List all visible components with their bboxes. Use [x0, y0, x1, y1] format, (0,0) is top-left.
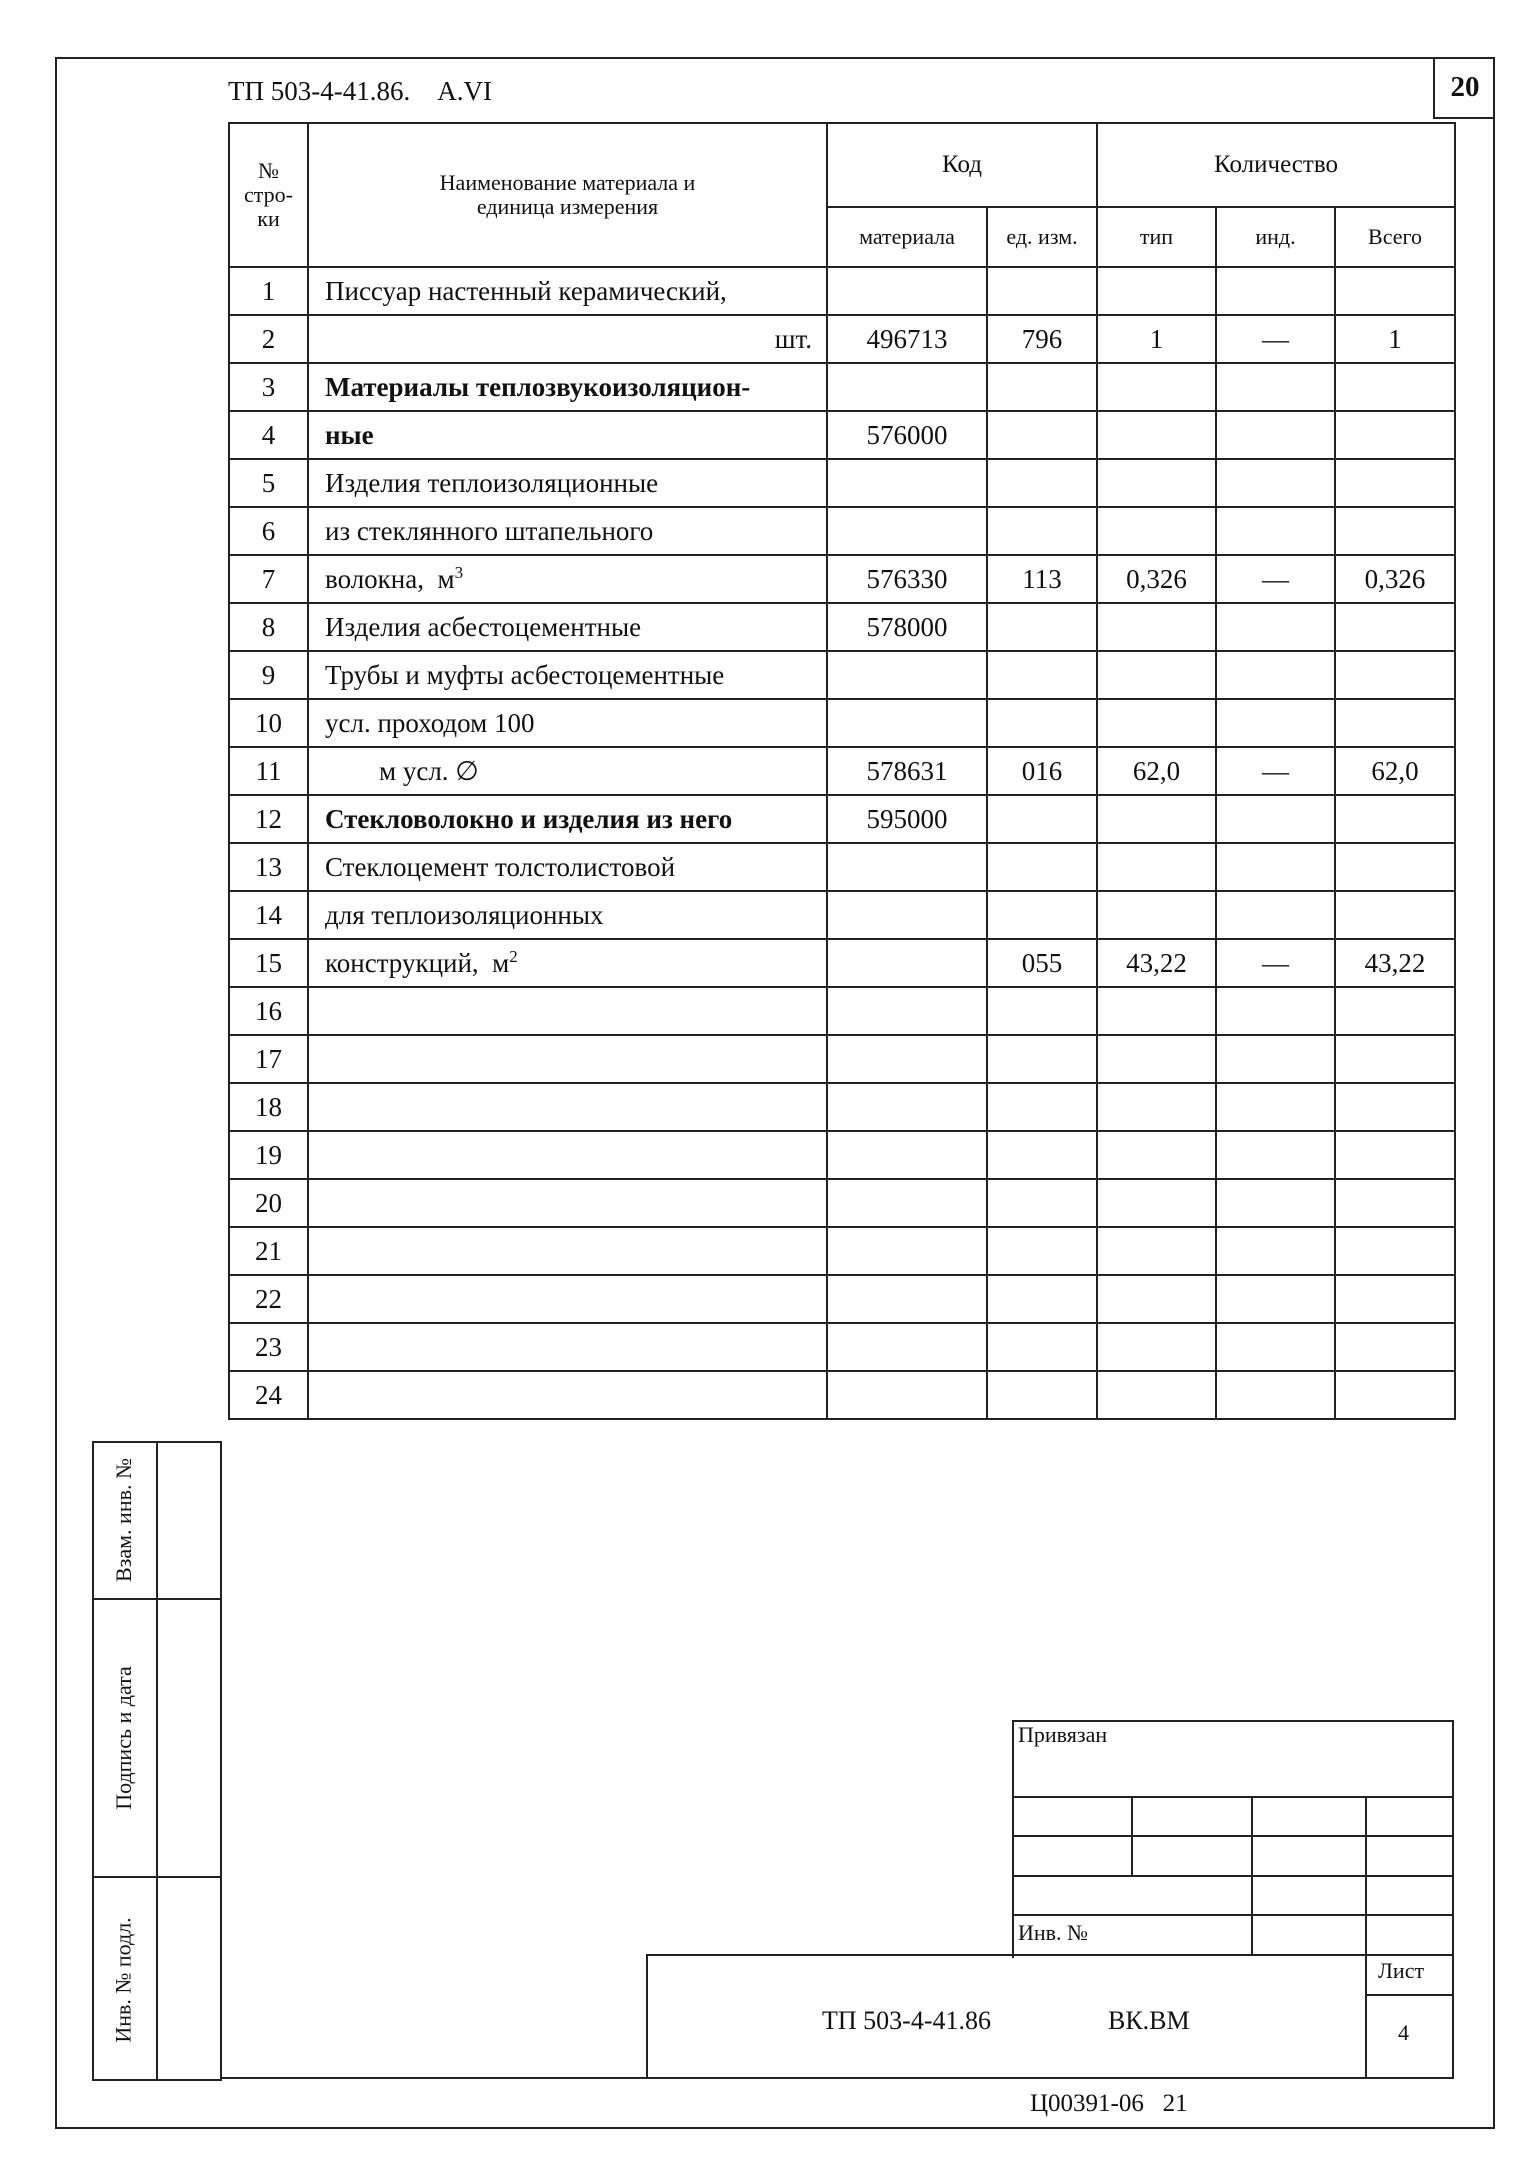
qty-total-cell	[1335, 411, 1455, 459]
unit-code-cell: 055	[987, 939, 1097, 987]
qty-typ-cell	[1097, 1179, 1216, 1227]
designation: ТП 503-4-41.86	[822, 2006, 991, 2035]
qty-ind-cell	[1216, 1275, 1335, 1323]
table-row	[229, 507, 1455, 555]
qty-typ-cell: 62,0	[1097, 747, 1216, 795]
table-row	[229, 1131, 1455, 1179]
qty-ind-cell	[1216, 651, 1335, 699]
table-row	[229, 1371, 1455, 1419]
table-row	[229, 891, 1455, 939]
material-name-text: Стекловолокно и изделия из него	[325, 804, 733, 834]
row-number-cell: 24	[229, 1371, 308, 1419]
qty-total-cell	[1335, 987, 1455, 1035]
table-row	[229, 603, 1455, 651]
material-name-cell	[308, 939, 827, 987]
unit-code-cell: 796	[987, 315, 1097, 363]
qty-ind-cell: —	[1216, 747, 1335, 795]
qty-total-cell	[1335, 651, 1455, 699]
table-row	[229, 795, 1455, 843]
table-row	[229, 1083, 1455, 1131]
qty-ind-cell	[1216, 1035, 1335, 1083]
header-quantity: Количество	[1097, 123, 1455, 207]
header-code-material: материала	[827, 207, 987, 267]
unit-code-cell	[987, 1275, 1097, 1323]
qty-typ-cell	[1097, 363, 1216, 411]
sheet-label: Лист	[1378, 1958, 1425, 1983]
unit-code-cell: 016	[987, 747, 1097, 795]
material-spec-table	[228, 122, 1456, 1420]
material-name-cell	[308, 1083, 827, 1131]
material-code-cell	[827, 267, 987, 315]
qty-ind-cell	[1216, 603, 1335, 651]
qty-ind-cell	[1216, 1083, 1335, 1131]
table-row	[229, 699, 1455, 747]
qty-typ-cell	[1097, 795, 1216, 843]
material-code-cell	[827, 651, 987, 699]
material-code-cell	[827, 507, 987, 555]
row-number-cell: 12	[229, 795, 308, 843]
qty-ind-cell: —	[1216, 555, 1335, 603]
qty-total-cell	[1335, 1131, 1455, 1179]
material-name-cell	[308, 459, 827, 507]
qty-total-cell	[1335, 1323, 1455, 1371]
qty-typ-cell	[1097, 843, 1216, 891]
qty-total-cell	[1335, 1227, 1455, 1275]
material-name-cell	[308, 363, 827, 411]
material-code-cell	[827, 891, 987, 939]
qty-ind-cell	[1216, 987, 1335, 1035]
material-code-cell: 578631	[827, 747, 987, 795]
material-name-cell	[308, 507, 827, 555]
qty-typ-cell	[1097, 459, 1216, 507]
unit-code-cell	[987, 987, 1097, 1035]
material-name-text: конструкций, м	[325, 948, 510, 978]
unit-exponent: 2	[509, 947, 518, 966]
vzam-inv-label: Взам. инв. №	[111, 1457, 137, 1582]
qty-ind-cell	[1216, 363, 1335, 411]
row-number-cell: 11	[229, 747, 308, 795]
header-qty-typ: тип	[1097, 207, 1216, 267]
material-name-cell	[308, 411, 827, 459]
qty-total-cell	[1335, 1275, 1455, 1323]
qty-typ-cell	[1097, 1371, 1216, 1419]
unit-code-cell	[987, 1323, 1097, 1371]
row-number-cell: 23	[229, 1323, 308, 1371]
inv-podl-label: Инв. № подл.	[111, 1916, 137, 2043]
material-name-text: Изделия асбестоцементные	[325, 612, 642, 642]
qty-total-cell	[1335, 1179, 1455, 1227]
unit-code-cell	[987, 603, 1097, 651]
qty-typ-cell	[1097, 603, 1216, 651]
qty-typ-cell	[1097, 1227, 1216, 1275]
material-code-cell	[827, 843, 987, 891]
material-name-cell	[308, 1131, 827, 1179]
material-name-cell	[308, 699, 827, 747]
material-code-cell	[827, 1083, 987, 1131]
table-row	[229, 651, 1455, 699]
qty-ind-cell	[1216, 891, 1335, 939]
unit-code-cell	[987, 843, 1097, 891]
qty-total-cell	[1335, 843, 1455, 891]
material-name-text: Стеклоцемент толстолистовой	[325, 852, 676, 882]
unit-code-cell	[987, 1179, 1097, 1227]
material-name-text: Трубы и муфты асбестоцементные	[325, 660, 725, 690]
material-name-cell	[308, 651, 827, 699]
qty-ind-cell	[1216, 459, 1335, 507]
unit-code-cell	[987, 411, 1097, 459]
unit-code-cell	[987, 1131, 1097, 1179]
material-code-cell	[827, 1227, 987, 1275]
qty-ind-cell	[1216, 1131, 1335, 1179]
material-name-cell	[308, 1035, 827, 1083]
qty-total-cell	[1335, 267, 1455, 315]
qty-total-cell: 62,0	[1335, 747, 1455, 795]
table-row	[229, 1179, 1455, 1227]
qty-typ-cell	[1097, 651, 1216, 699]
unit-code-cell	[987, 651, 1097, 699]
unit-code-cell	[987, 795, 1097, 843]
material-name-cell	[308, 267, 827, 315]
inv-no-label: Инв. №	[1018, 1920, 1089, 1945]
row-number-cell: 14	[229, 891, 308, 939]
qty-ind-cell	[1216, 843, 1335, 891]
unit-exponent: 3	[454, 563, 464, 582]
qty-typ-cell: 1	[1097, 315, 1216, 363]
qty-ind-cell: —	[1216, 939, 1335, 987]
row-number-cell: 1	[229, 267, 308, 315]
qty-total-cell	[1335, 603, 1455, 651]
material-name-text: для теплоизоляционных	[325, 900, 604, 930]
material-code-cell	[827, 1275, 987, 1323]
table-row	[229, 411, 1455, 459]
qty-ind-cell	[1216, 1227, 1335, 1275]
unit-code-cell	[987, 363, 1097, 411]
table-row	[229, 747, 1455, 795]
qty-typ-cell	[1097, 699, 1216, 747]
material-name-cell	[308, 315, 827, 363]
unit-code-cell	[987, 1083, 1097, 1131]
material-name-text: ные	[325, 420, 374, 450]
unit-code-cell	[987, 1035, 1097, 1083]
material-code-cell	[827, 1179, 987, 1227]
material-code-cell: 576330	[827, 555, 987, 603]
qty-total-cell: 1	[1335, 315, 1455, 363]
material-name-cell	[308, 1227, 827, 1275]
table-row	[229, 987, 1455, 1035]
material-name-text: Изделия теплоизоляционные	[325, 468, 659, 498]
qty-ind-cell	[1216, 1323, 1335, 1371]
row-number-cell: 8	[229, 603, 308, 651]
qty-typ-cell	[1097, 507, 1216, 555]
material-code-cell	[827, 699, 987, 747]
privyazan-label: Привязан	[1018, 1722, 1108, 1747]
qty-typ-cell	[1097, 987, 1216, 1035]
material-name-cell	[308, 603, 827, 651]
material-code-cell	[827, 987, 987, 1035]
document-code: ТП 503-4-41.86. A.VI	[228, 76, 492, 106]
row-number-cell: 17	[229, 1035, 308, 1083]
qty-ind-cell	[1216, 699, 1335, 747]
row-number-cell: 16	[229, 987, 308, 1035]
qty-total-cell	[1335, 795, 1455, 843]
material-code-cell: 595000	[827, 795, 987, 843]
header-material-name: Наименование материала и единица измерения	[308, 123, 827, 267]
material-name-cell	[308, 795, 827, 843]
row-number-cell: 18	[229, 1083, 308, 1131]
material-name-cell	[308, 747, 827, 795]
qty-typ-cell: 0,326	[1097, 555, 1216, 603]
qty-total-cell: 43,22	[1335, 939, 1455, 987]
qty-total-cell	[1335, 699, 1455, 747]
header-code: Код	[827, 123, 1097, 207]
footer-code: Ц00391-06 21	[1030, 2090, 1188, 2117]
material-name-cell	[308, 843, 827, 891]
row-number-cell: 19	[229, 1131, 308, 1179]
row-number-cell: 5	[229, 459, 308, 507]
qty-typ-cell	[1097, 1083, 1216, 1131]
qty-total-cell	[1335, 1371, 1455, 1419]
material-code-cell	[827, 939, 987, 987]
row-number-cell: 9	[229, 651, 308, 699]
header-qty-total: Всего	[1335, 207, 1455, 267]
table-row	[229, 1035, 1455, 1083]
unit-code-cell	[987, 1371, 1097, 1419]
qty-total-cell: 0,326	[1335, 555, 1455, 603]
row-number-cell: 6	[229, 507, 308, 555]
table-row	[229, 1275, 1455, 1323]
header-code-unit: ед. изм.	[987, 207, 1097, 267]
qty-typ-cell	[1097, 1275, 1216, 1323]
row-number-cell: 20	[229, 1179, 308, 1227]
table-row	[229, 555, 1455, 603]
qty-typ-cell	[1097, 267, 1216, 315]
material-name-text: Писсуар настенный керамический,	[325, 276, 727, 306]
qty-ind-cell	[1216, 507, 1335, 555]
material-name-text: волокна, м	[325, 564, 455, 594]
sheet-number: 20	[1433, 57, 1495, 119]
material-name-text: Материалы теплозвукоизоляцион-	[325, 372, 751, 402]
row-number-cell: 22	[229, 1275, 308, 1323]
qty-total-cell	[1335, 1035, 1455, 1083]
header-qty-ind: инд.	[1216, 207, 1335, 267]
section-code: ВК.ВМ	[1108, 2006, 1190, 2035]
qty-ind-cell	[1216, 1371, 1335, 1419]
unit-code-cell	[987, 507, 1097, 555]
row-number-cell: 2	[229, 315, 308, 363]
unit-code-cell	[987, 267, 1097, 315]
qty-ind-cell	[1216, 411, 1335, 459]
material-code-cell: 578000	[827, 603, 987, 651]
unit-code-cell	[987, 459, 1097, 507]
row-number-cell: 15	[229, 939, 308, 987]
material-name-cell	[308, 1371, 827, 1419]
qty-ind-cell	[1216, 267, 1335, 315]
qty-total-cell	[1335, 891, 1455, 939]
qty-typ-cell	[1097, 1131, 1216, 1179]
unit-code-cell: 113	[987, 555, 1097, 603]
material-code-cell	[827, 1323, 987, 1371]
table-row	[229, 267, 1455, 315]
material-code-cell	[827, 1371, 987, 1419]
unit-code-cell	[987, 1227, 1097, 1275]
row-number-cell: 21	[229, 1227, 308, 1275]
material-name-text: из стеклянного штапельного	[325, 516, 654, 546]
material-name-cell	[308, 987, 827, 1035]
qty-ind-cell	[1216, 795, 1335, 843]
material-name-cell	[308, 1275, 827, 1323]
unit-code-cell	[987, 891, 1097, 939]
material-code-cell: 496713	[827, 315, 987, 363]
signature-date-label: Подпись и дата	[111, 1666, 137, 1810]
table-row	[229, 363, 1455, 411]
qty-typ-cell	[1097, 1323, 1216, 1371]
material-name-text: шт.	[774, 324, 812, 354]
qty-total-cell	[1335, 1083, 1455, 1131]
material-code-cell	[827, 1131, 987, 1179]
material-name-cell	[308, 1323, 827, 1371]
table-row	[229, 459, 1455, 507]
material-name-cell	[308, 891, 827, 939]
qty-typ-cell	[1097, 891, 1216, 939]
qty-typ-cell: 43,22	[1097, 939, 1216, 987]
material-code-cell	[827, 459, 987, 507]
qty-total-cell	[1335, 507, 1455, 555]
row-number-cell: 4	[229, 411, 308, 459]
qty-ind-cell: —	[1216, 315, 1335, 363]
row-number-cell: 3	[229, 363, 308, 411]
qty-total-cell	[1335, 459, 1455, 507]
qty-ind-cell	[1216, 1179, 1335, 1227]
table-row	[229, 315, 1455, 363]
table-row	[229, 1227, 1455, 1275]
header-row-number: № стро- ки	[229, 123, 308, 267]
table-row	[229, 843, 1455, 891]
row-number-cell: 7	[229, 555, 308, 603]
unit-code-cell	[987, 699, 1097, 747]
material-code-cell	[827, 363, 987, 411]
row-number-cell: 13	[229, 843, 308, 891]
material-code-cell: 576000	[827, 411, 987, 459]
table-row	[229, 1323, 1455, 1371]
qty-typ-cell	[1097, 1035, 1216, 1083]
material-name-text: м усл. ∅	[379, 756, 479, 786]
qty-total-cell	[1335, 363, 1455, 411]
qty-typ-cell	[1097, 411, 1216, 459]
sheet-value: 4	[1398, 2020, 1409, 2045]
table-row	[229, 939, 1455, 987]
material-code-cell	[827, 1035, 987, 1083]
material-name-text: усл. проходом 100	[325, 708, 535, 738]
row-number-cell: 10	[229, 699, 308, 747]
material-name-cell	[308, 1179, 827, 1227]
material-name-cell	[308, 555, 827, 603]
